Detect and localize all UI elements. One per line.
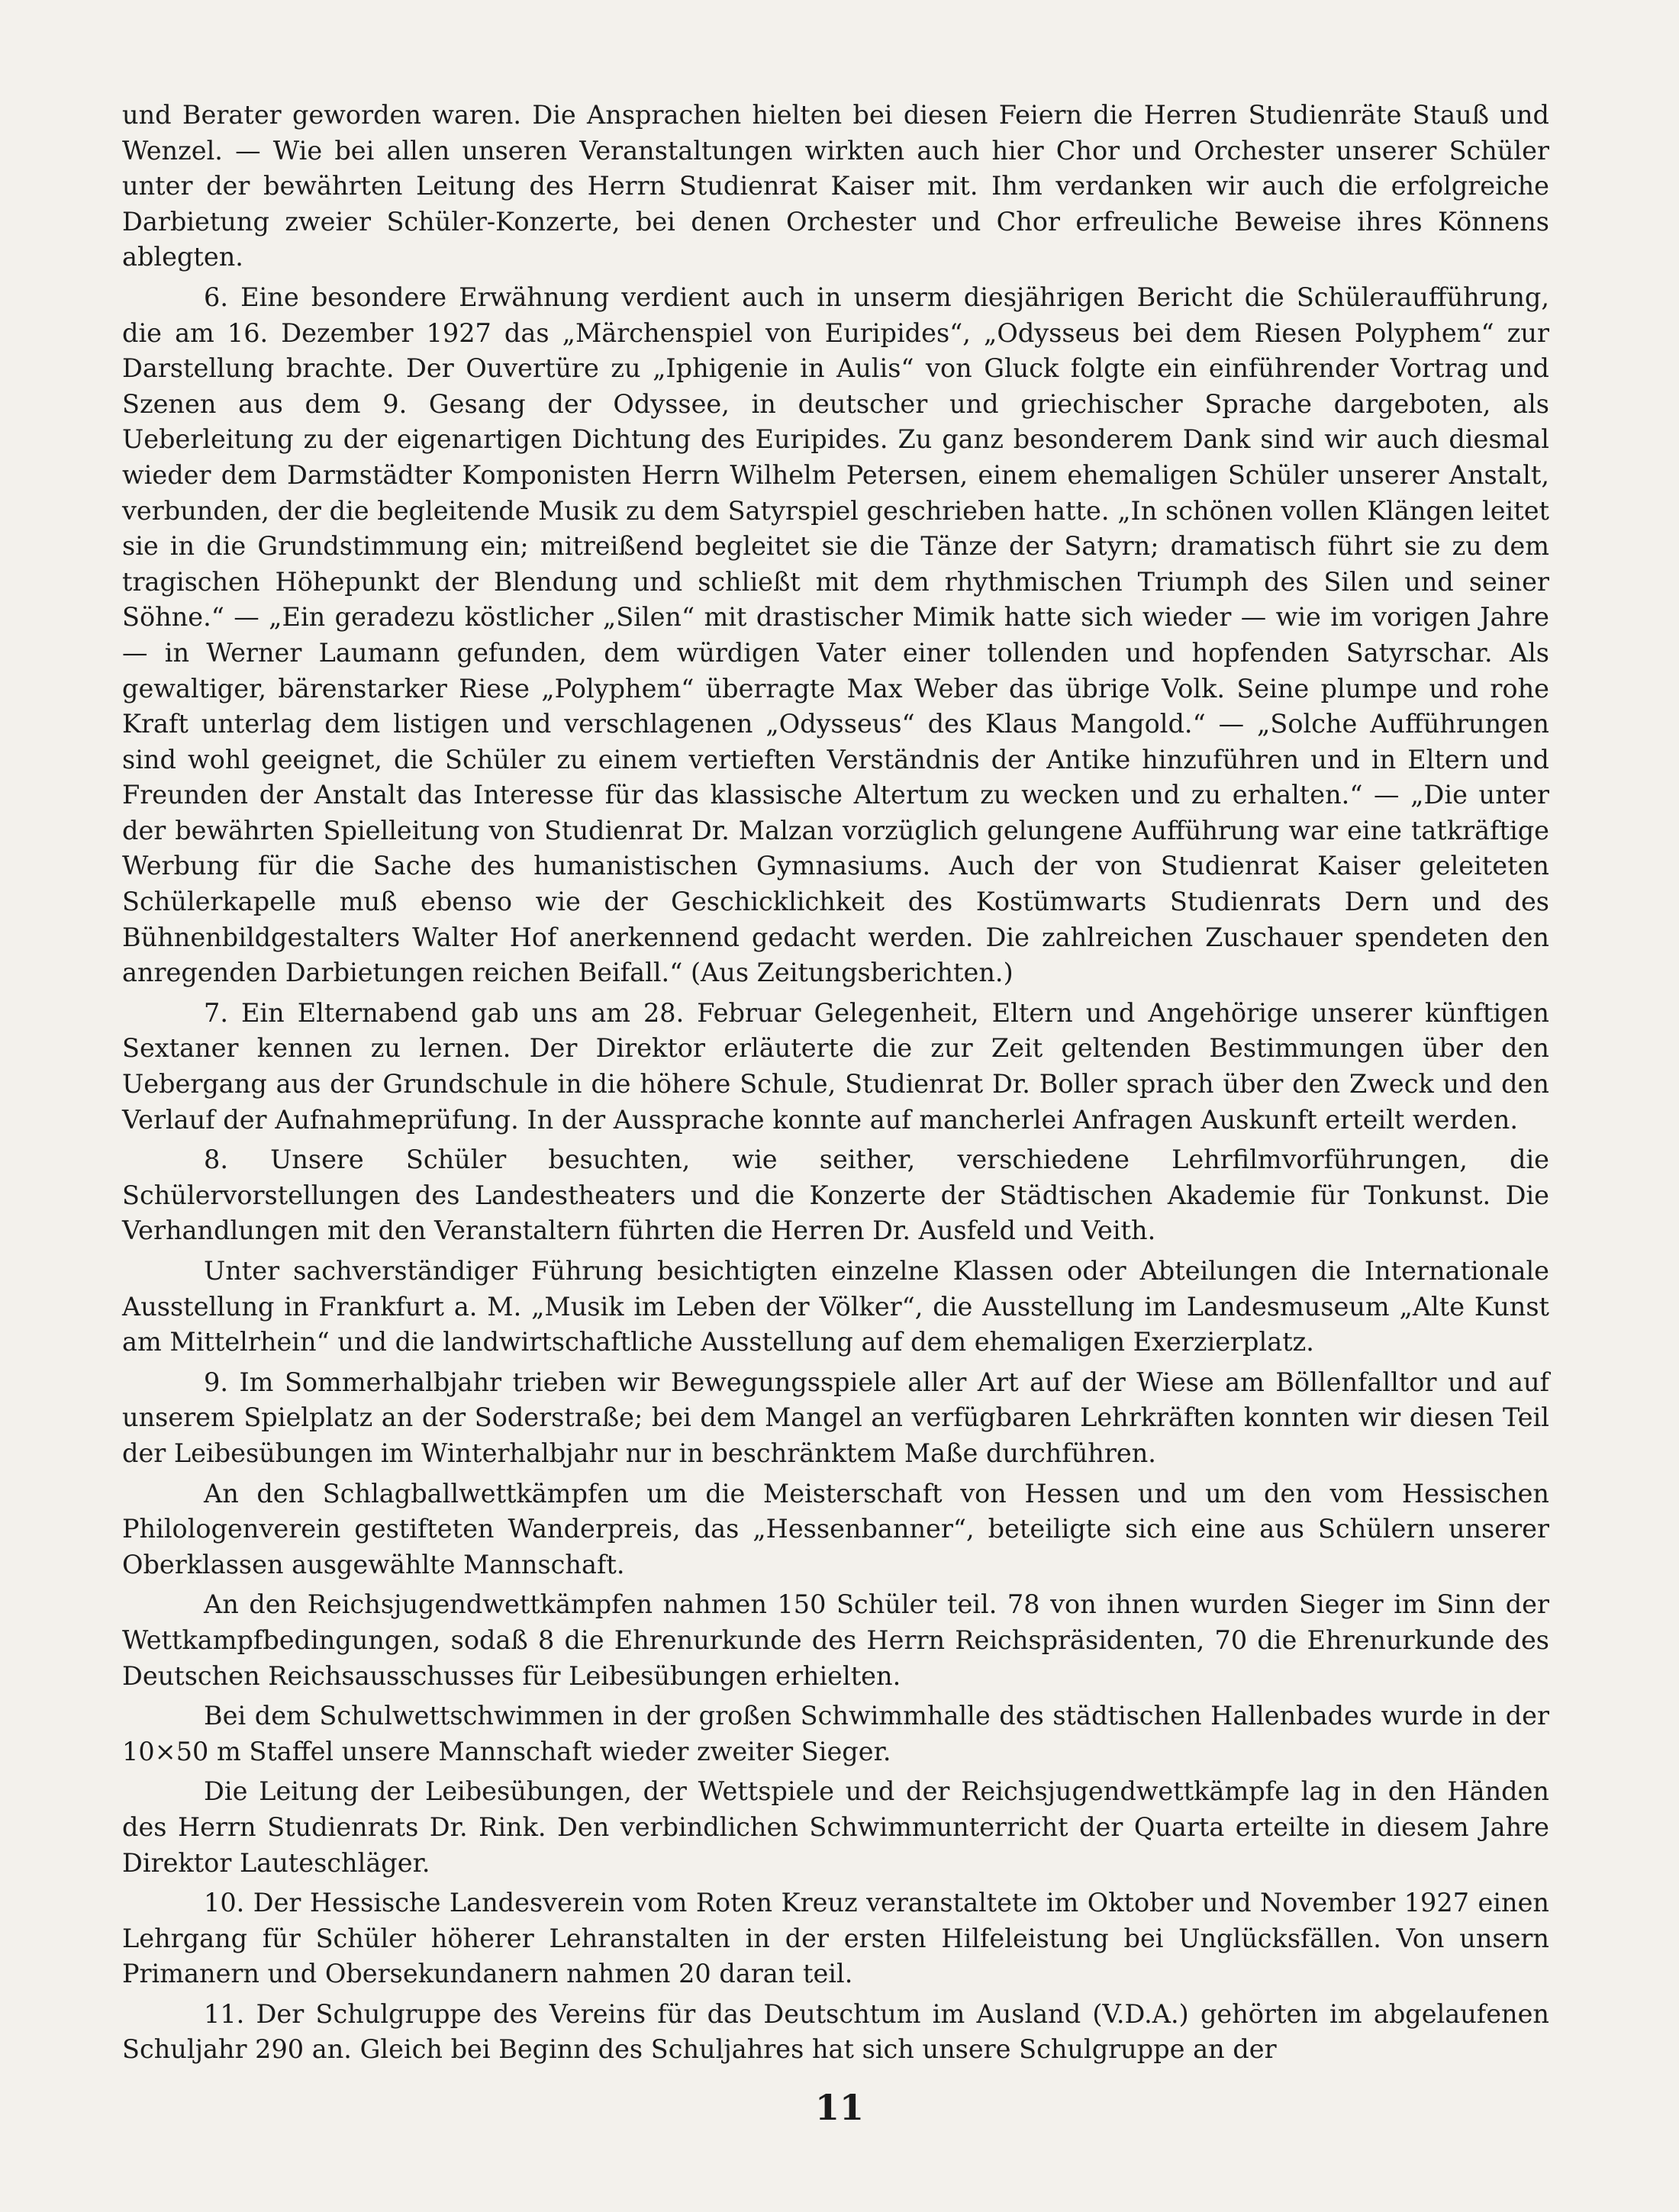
paragraph-schlagball: An den Schlagballwettkämpfen um die Meisterschaft von Hessen und um den vom Hessischen Philologenverein gestifteten Wanderpreis, das „Hessenbanner“, beteiligte sich eine aus Schülern unserer Oberklassen ausgewählte Mannschaft. xyxy=(122,1478,1549,1579)
paragraph-reichsjugendwettkaempfe: An den Reichsjugendwettkämpfen nahmen 150 Schüler teil. 78 von ihnen wurden Sieger im Sinn der Wettkampfbedingungen, sodaß 8 die Ehrenurkunde des Herrn Reichspräsidenten, 70 die Ehrenurkunde des Deutschen Reichsausschusses für Leibesübungen erhielten. xyxy=(122,1589,1549,1691)
paragraph-8-lehrfilme: 8. Unsere Schüler besuchten, wie seither, verschiedene Lehrfilmvorführungen, die Schülervorstellungen des Landestheaters und die Konzerte der Städtischen Akademie für Tonkunst. Die Verhandlungen mit den Veranstaltern führten die Herren Dr. Ausfeld und Veith. xyxy=(122,1145,1549,1246)
paragraph-11-vda: 11. Der Schulgruppe des Vereins für das Deutschtum im Ausland (V.D.A.) gehörten im abgelaufenen Schuljahr 290 an. Gleich bei Beginn des Schuljahres hat sich unsere Schulgruppe an der xyxy=(122,1998,1549,2065)
page-number: 11 xyxy=(814,2087,864,2128)
paragraph-6-schueleraufführung: 6. Eine besondere Erwähnung verdient auch in unserm diesjährigen Bericht die Schüleraufführung, die am 16. Dezember 1927 das „Märchenspiel von Euripides“, „Odysseus bei dem Riesen Polyphem“ zur Darstellung brachte. Der Ouvertüre zu „Iphigenie in Aulis“ von Gluck folgte ein einführender Vortrag und Szenen aus dem 9. Gesang der Odyssee, in deutscher und griechischer Sprache dargeboten, als Ueberleitung zu der eigenartigen Dichtung des Euripides. Zu ganz besonderem Dank sind wir auch diesmal wieder dem Darmstädter Komponisten Herrn Wilhelm Petersen, einem ehemaligen Schüler unserer Anstalt, verbunden, der die begleitende Musik zu dem Satyrspiel geschrieben hatte. „In schönen vollen Klängen leitet sie in die Grundstimmung ein; mitreißend begleitet sie die Tänze der Satyrn; dramatisch führt sie zu dem tragischen Höhepunkt der Blendung und schließt mit dem rhythmischen Triumph des Silen und seiner Söhne.“ — „Ein geradezu köstlicher „Silen“ mit drastischer Mimik hatte sich wieder — wie im vorigen Jahre — in Werner Laumann gefunden, dem würdigen Vater einer tollenden und hopfenden Satyrschar. Als gewaltiger, bärenstarker Riese „Polyphem“ überragte Max Weber das übrige Volk. Seine plumpe und rohe Kraft unterlag dem listigen und verschlagenen „Odysseus“ des Klaus Mangold.“ — „Solche Aufführungen sind wohl geeignet, die Schüler zu einem vertieften Verständnis der Antike hinzuführen und in Eltern und Freunden der Anstalt das Interesse für das klassische Altertum zu wecken und zu erhalten.“ — „Die unter der bewährten Spielleitung von Studienrat Dr. Malzan vorzüglich gelungene Aufführung war eine tatkräftige Werbung für die Sache des humanistischen Gymnasiums. Auch der von Studienrat Kaiser geleiteten Schülerkapelle muß ebenso wie der Geschicklichkeit des Kostümwarts Studienrats Dern und des Bühnenbildgestalters Walter Hof anerkennend gedacht werden. Die zahlreichen Zuschauer spendeten den anregenden Darbietungen reichen Beifall.“ (Aus Zeitungsberichten.) xyxy=(122,282,1549,988)
paragraph-schulwettschwimmen: Bei dem Schulwettschwimmen in der großen Schwimmhalle des städtischen Hallenbades wurde in der 10×50 m Staffel unsere Mannschaft wieder zweiter Sieger. xyxy=(122,1701,1549,1766)
paragraph-7-elternabend: 7. Ein Elternabend gab uns am 28. Februar Gelegenheit, Eltern und Angehörige unserer künftigen Sextaner kennen zu lernen. Der Direktor erläuterte die zur Zeit geltenden Bestimmungen über den Uebergang aus der Grundschule in die höhere Schule, Studienrat Dr. Boller sprach über den Zweck und den Verlauf der Aufnahmeprüfung. In der Aussprache konnte auf mancherlei Anfragen Auskunft erteilt werden. xyxy=(122,997,1549,1135)
paragraph-leitung-leibesuebungen: Die Leitung der Leibesübungen, der Wettspiele und der Reichsjugendwettkämpfe lag in den Händen des Herrn Studienrats Dr. Rink. Den verbindlichen Schwimmunterricht der Quarta erteilte in diesem Jahre Direktor Lauteschläger. xyxy=(122,1776,1549,1878)
paragraph-continuation: und Berater geworden waren. Die Ansprachen hielten bei diesen Feiern die Herren Studienräte Stauß und Wenzel. — Wie bei allen unseren Veranstaltungen wirkten auch hier Chor und Orchester unserer Schüler unter der bewährten Leitung des Herrn Studienrat Kaiser mit. Ihm verdanken wir auch die erfolgreiche Darbietung zweier Schüler-Konzerte, bei denen Orchester und Chor erfreuliche Beweise ihres Könnens ablegten. xyxy=(122,100,1549,272)
paragraph-ausstellungen: Unter sachverständiger Führung besichtigten einzelne Klassen oder Abteilungen die Internationale Ausstellung in Frankfurt a. M. „Musik im Leben der Völker“, die Ausstellung im Landesmuseum „Alte Kunst am Mittelrhein“ und die landwirtschaftliche Ausstellung auf dem ehemaligen Exerzierplatz. xyxy=(122,1256,1549,1357)
paragraph-10-rotes-kreuz: 10. Der Hessische Landesverein vom Roten Kreuz veranstaltete im Oktober und November 1927 einen Lehrgang für Schüler höherer Lehranstalten in der ersten Hilfeleistung bei Unglücksfällen. Von unsern Primanern und Obersekundanern nahmen 20 daran teil. xyxy=(122,1888,1549,1989)
paragraph-9-bewegungsspiele: 9. Im Sommerhalbjahr trieben wir Bewegungsspiele aller Art auf der Wiese am Böllenfalltor und auf unserem Spielplatz an der Soderstraße; bei dem Mangel an verfügbaren Lehrkräften konnten wir diesen Teil der Leibesübungen im Winterhalbjahr nur in beschränktem Maße durchführen. xyxy=(122,1367,1549,1468)
